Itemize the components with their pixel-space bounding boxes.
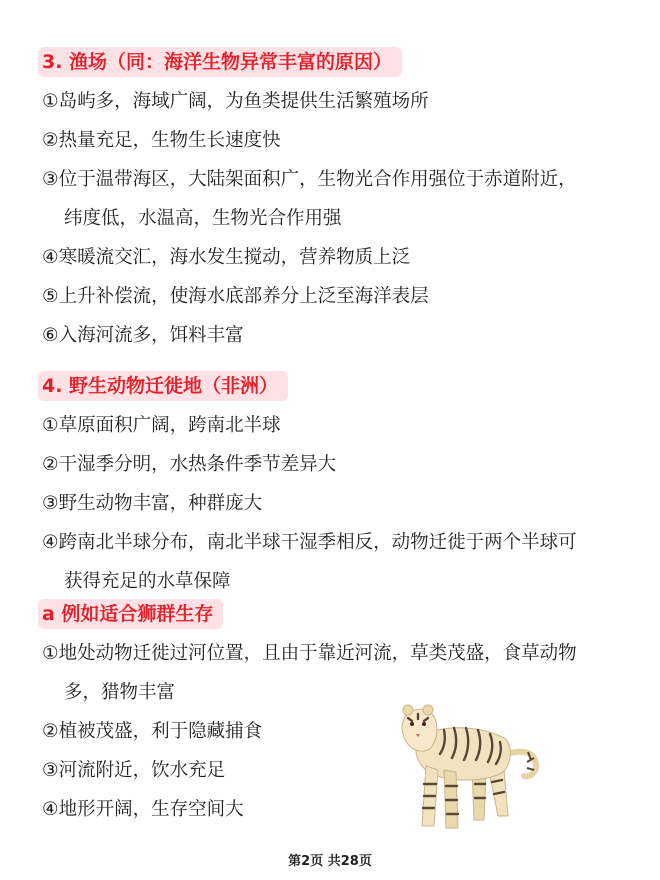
example-heading: a 例如适合狮群生存 — [38, 599, 223, 629]
section-3-line-4: ④寒暖流交汇，海水发生搅动，营养物质上泛 — [42, 247, 411, 268]
section-3-line-3: ③位于温带海区，大陆架面积广，生物光合作用强位于赤道附近， — [42, 169, 577, 190]
section-4-line-4: ④跨南北半球分布，南北半球干湿季相反，动物迁徙于两个半球可 — [42, 532, 577, 553]
tiger-illustration — [388, 688, 548, 838]
section-3-line-2: ②热量充足，生物生长速度快 — [42, 130, 281, 151]
section-3-line-3-cont: 纬度低，水温高，生物光合作用强 — [64, 208, 342, 229]
section-4-line-1: ①草原面积广阔，跨南北半球 — [42, 415, 281, 436]
page-footer: 第2页 共28页 — [288, 854, 372, 869]
section-3-line-5: ⑤上升补偿流，使海水底部养分上泛至海洋表层 — [42, 286, 429, 307]
section-4-line-2: ②干湿季分明，水热条件季节差异大 — [42, 454, 337, 475]
section-3-heading: 3. 渔场（同：海洋生物异常丰富的原因） — [38, 47, 402, 77]
example-line-1-cont: 多，猎物丰富 — [64, 682, 176, 703]
example-line-2: ②植被茂盛，利于隐藏捕食 — [42, 721, 263, 742]
example-line-4: ④地形开阔，生存空间大 — [42, 799, 244, 820]
example-line-3: ③河流附近，饮水充足 — [42, 760, 226, 781]
section-4-heading: 4. 野生动物迁徙地（非洲） — [38, 371, 288, 401]
section-4-line-4-cont: 获得充足的水草保障 — [64, 571, 231, 592]
section-4-line-3: ③野生动物丰富，种群庞大 — [42, 493, 263, 514]
section-3-line-1: ①岛屿多，海域广阔，为鱼类提供生活繁殖场所 — [42, 91, 429, 112]
example-line-1: ①地处动物迁徙过河位置，且由于靠近河流，草类茂盛，食草动物 — [42, 643, 577, 664]
section-3-line-6: ⑥入海河流多，饵料丰富 — [42, 325, 244, 346]
